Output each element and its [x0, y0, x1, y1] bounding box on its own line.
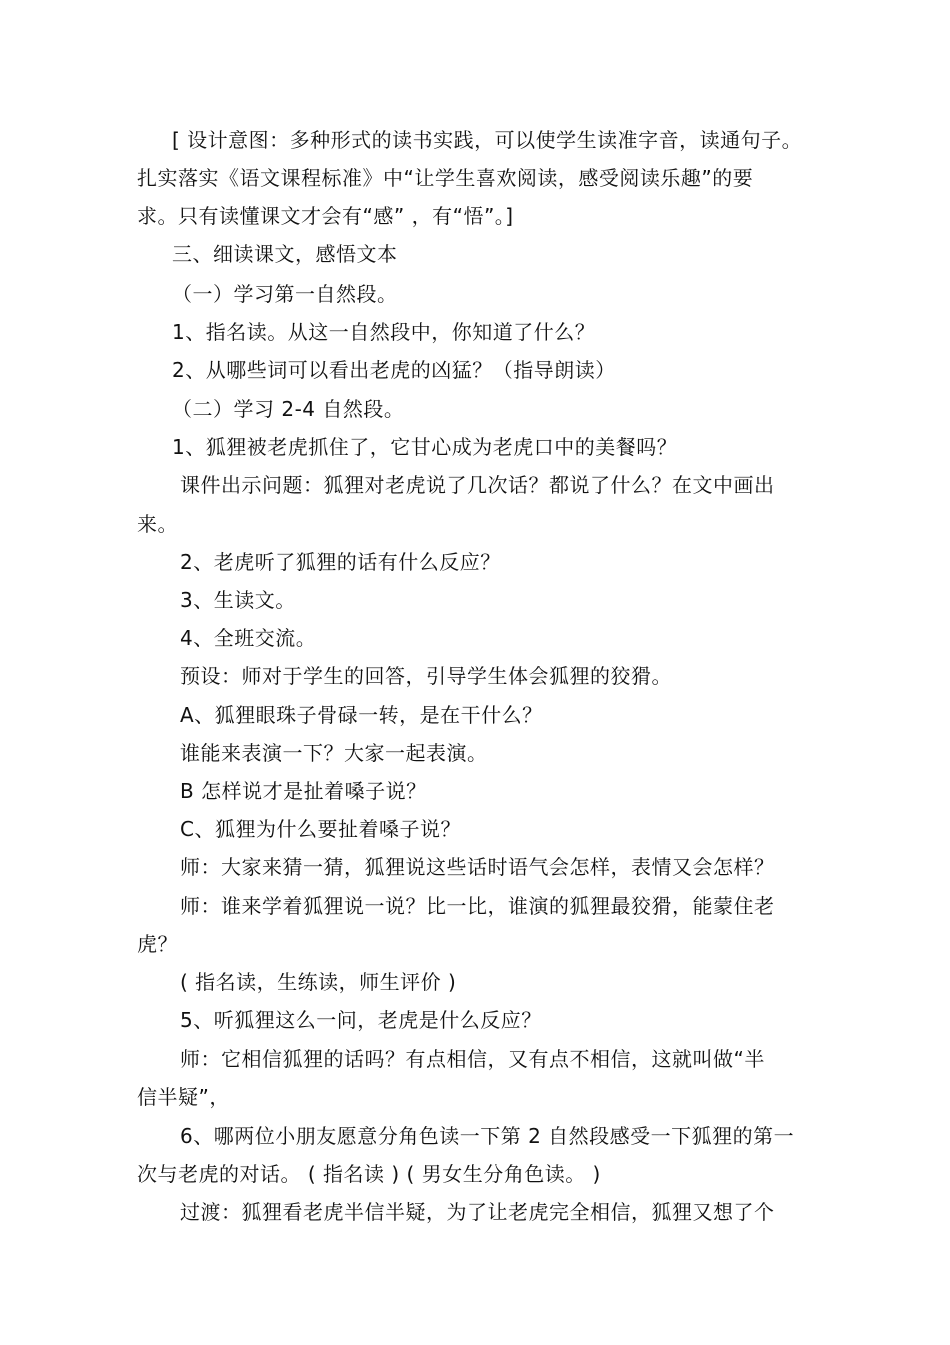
- paragraph-line: 课件出示问题：狐狸对老虎说了几次话？都说了什么？在文中画出: [180, 473, 775, 497]
- paragraph-line: B 怎样说才是扯着嗓子说？: [180, 779, 427, 803]
- paragraph-line: 1、指名读。从这一自然段中，你知道了什么？: [172, 320, 596, 344]
- paragraph-line: 3、生读文。: [180, 588, 296, 612]
- paragraph-line: 预设：师对于学生的回答，引导学生体会狐狸的狡猾。: [180, 664, 672, 688]
- paragraph-line: [ 设计意图：多种形式的读书实践，可以使学生读准字音，读通句子。: [172, 128, 803, 152]
- paragraph-line: 过渡：狐狸看老虎半信半疑，为了让老虎完全相信，狐狸又想了个: [180, 1200, 775, 1224]
- paragraph-line: 2、从哪些词可以看出老虎的凶猛？（指导朗读）: [172, 358, 616, 382]
- paragraph-line: 次与老虎的对话。 ( 指名读 ) ( 男女生分角色读。 ): [137, 1162, 601, 1186]
- paragraph-line: 来。: [137, 512, 178, 536]
- paragraph-line: 1、狐狸被老虎抓住了，它甘心成为老虎口中的美餐吗？: [172, 435, 678, 459]
- paragraph-line: 6、哪两位小朋友愿意分角色读一下第 2 自然段感受一下狐狸的第一: [180, 1124, 795, 1148]
- paragraph-line: 师：大家来猜一猜，狐狸说这些话时语气会怎样，表情又会怎样？: [180, 855, 775, 879]
- paragraph-line: 扎实落实《语文课程标准》中“让学生喜欢阅读，感受阅读乐趣”的要: [137, 166, 754, 190]
- paragraph-line: 4、全班交流。: [180, 626, 317, 650]
- paragraph-line: ( 指名读，生练读，师生评价 ): [180, 970, 457, 994]
- paragraph-line: 师：它相信狐狸的话吗？有点相信，又有点不相信，这就叫做“半: [180, 1047, 765, 1071]
- paragraph-line: 5、听狐狸这么一问，老虎是什么反应？: [180, 1008, 542, 1032]
- paragraph-line: 信半疑”，: [137, 1085, 230, 1109]
- paragraph-line: 师：谁来学着狐狸说一说？比一比，谁演的狐狸最狡猾，能蒙住老: [180, 894, 775, 918]
- paragraph-line: 虎？: [137, 932, 178, 956]
- subsection-heading: （二）学习 2-4 自然段。: [172, 397, 405, 421]
- subsection-heading: （一）学习第一自然段。: [172, 282, 398, 306]
- paragraph-line: 谁能来表演一下？大家一起表演。: [180, 741, 488, 765]
- paragraph-line: C、狐狸为什么要扯着嗓子说？: [180, 817, 461, 841]
- section-heading: 三、细读课文，感悟文本: [172, 242, 398, 266]
- paragraph-line: 求。只有读懂课文才会有“感” ，有“悟”。]: [137, 204, 514, 228]
- paragraph-line: A、狐狸眼珠子骨碌一转，是在干什么？: [180, 703, 543, 727]
- paragraph-line: 2、老虎听了狐狸的话有什么反应？: [180, 550, 501, 574]
